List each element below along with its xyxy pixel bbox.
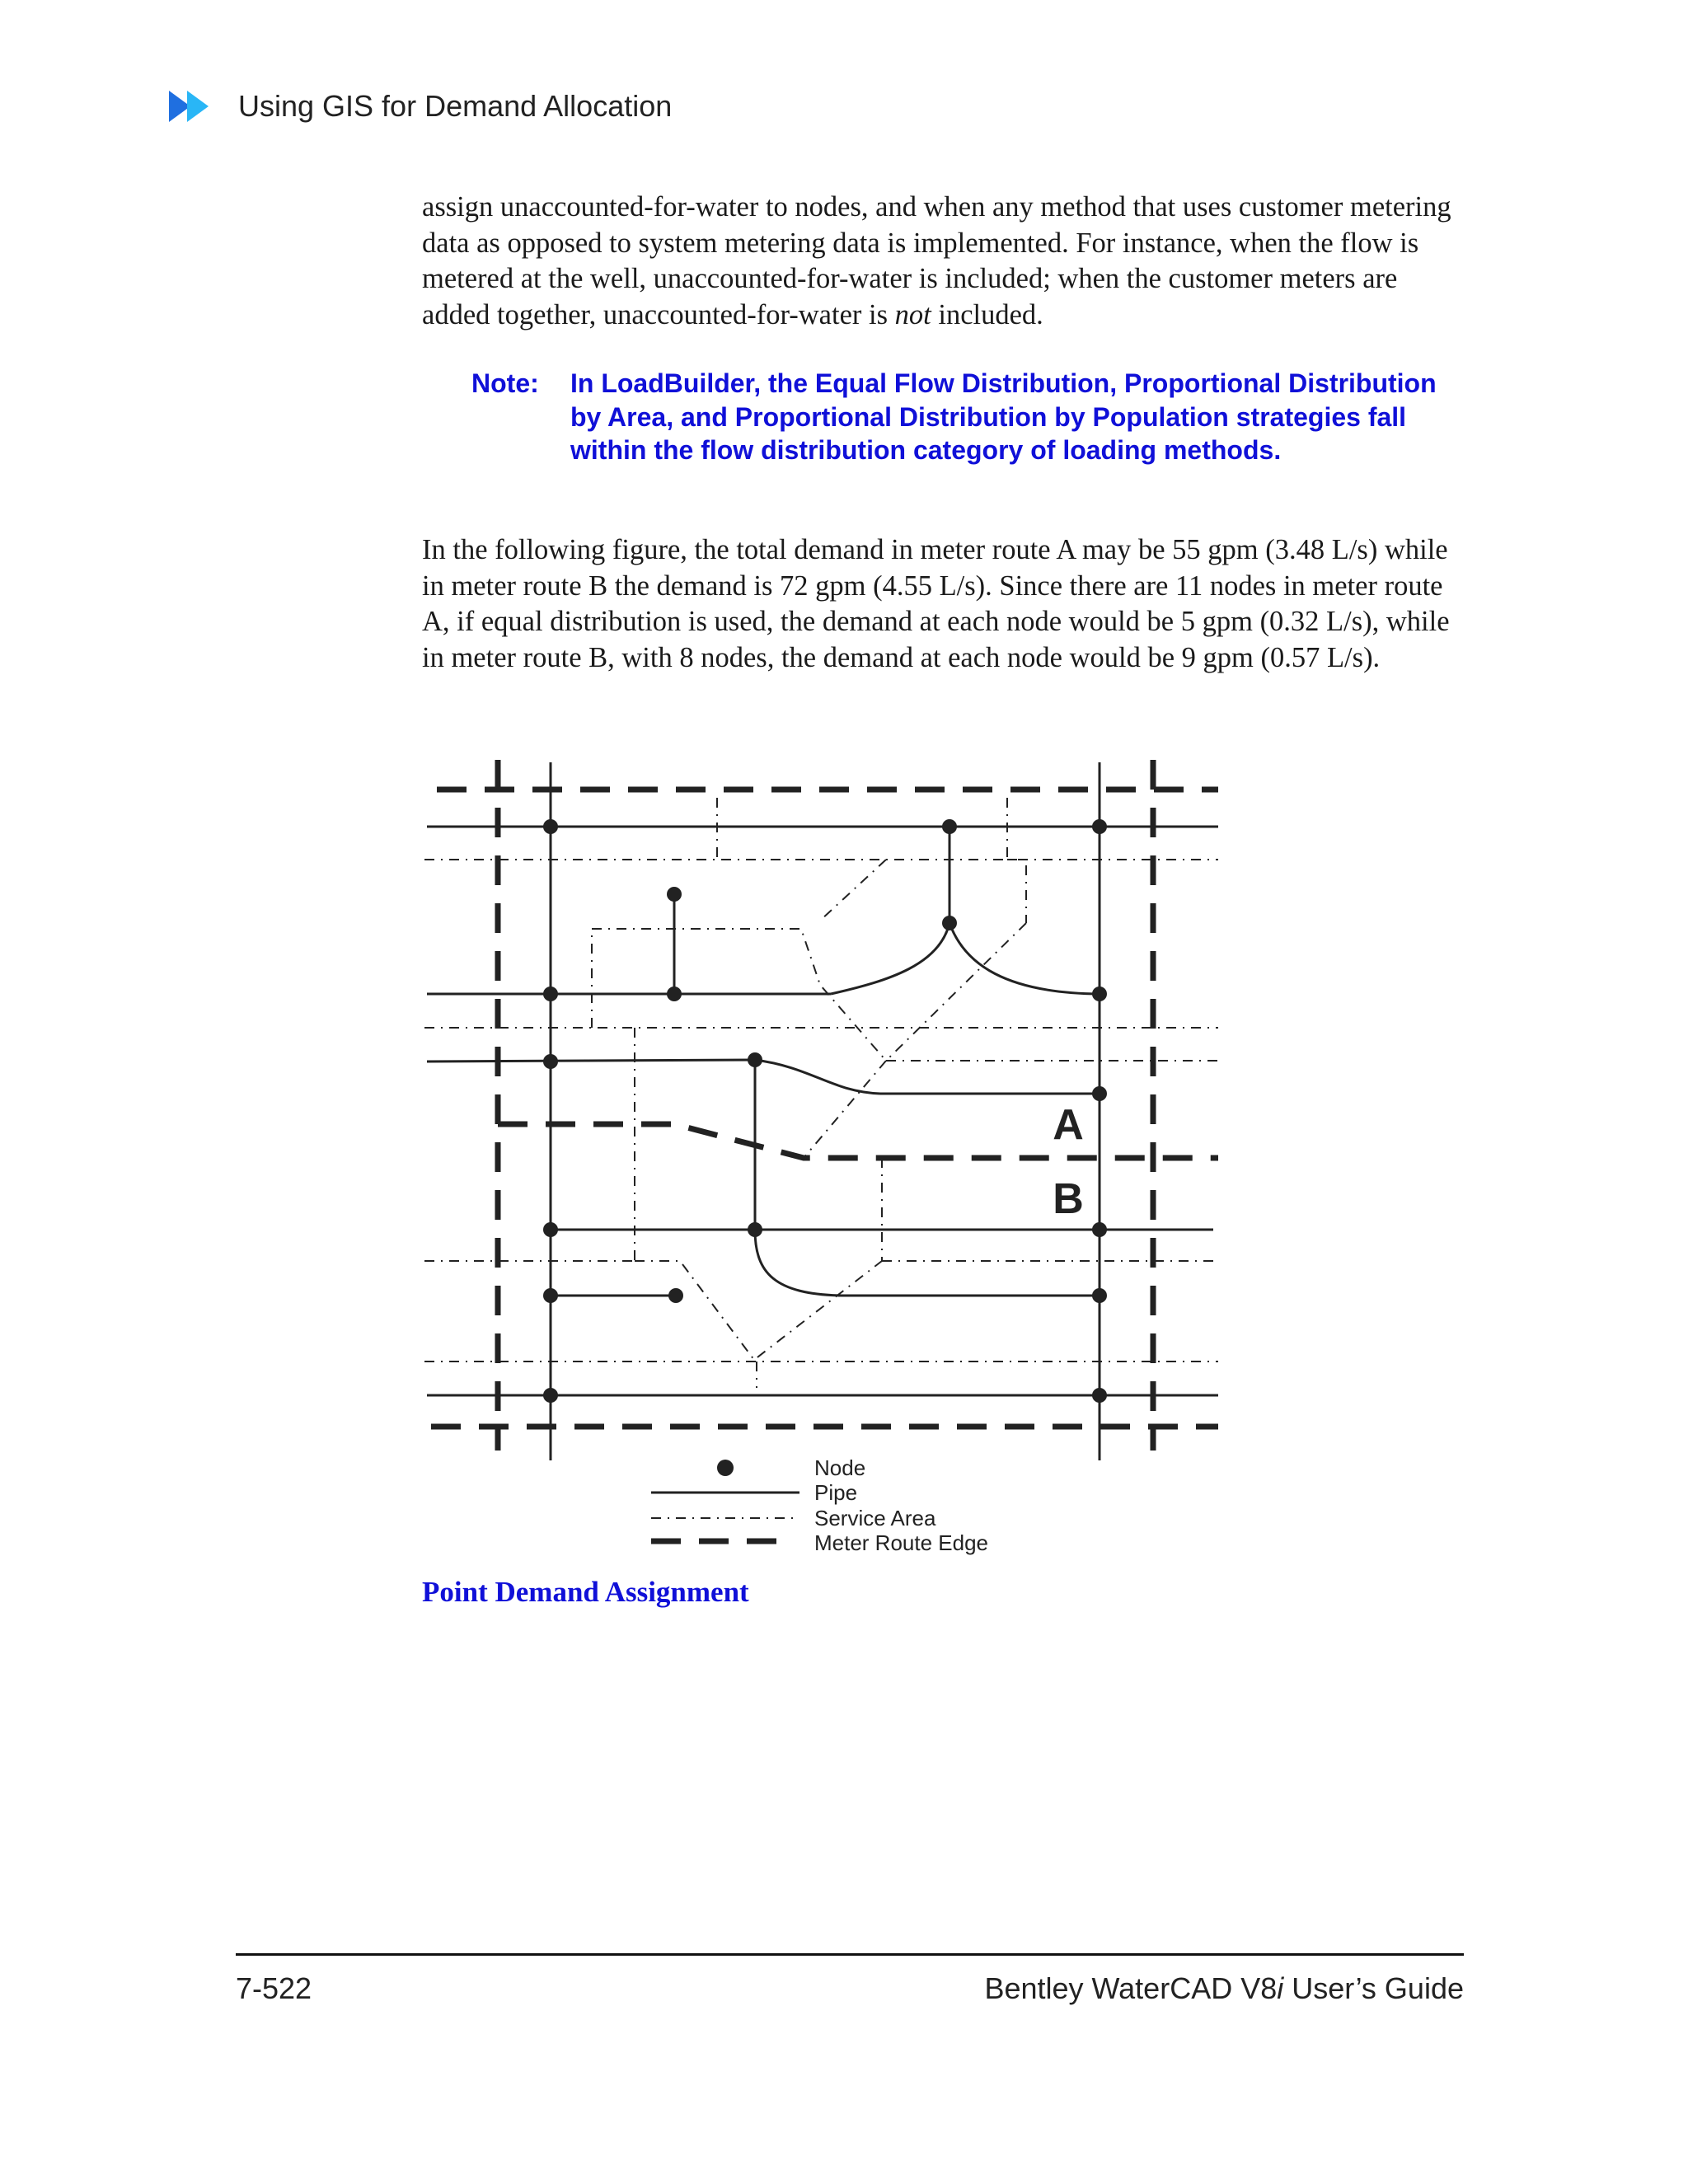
legend-service-area-label: Service Area xyxy=(814,1506,936,1530)
legend-pipe-label: Pipe xyxy=(814,1480,858,1505)
pipes xyxy=(427,762,1218,1460)
note-text: In LoadBuilder, the Equal Flow Distribution, Proportional Distribution by Area, and Proportional Distribution by Population strategies fall within the flow distribution category of loading methods. xyxy=(570,368,1437,465)
emphasis-not: not xyxy=(894,298,931,330)
footer-rule xyxy=(236,1953,1464,1956)
route-a-label: A xyxy=(1053,1101,1084,1149)
paragraph-unaccounted-water: assign unaccounted-for-water to nodes, and when any method that uses customer metering data as opposed to system metering data is implemented. For instance, when the flow is metered at the well, unaccounted-for-water is included; when the customer meters are added together, unaccounted-for-water is not included. xyxy=(422,191,1451,330)
figure-caption: Point Demand Assignment xyxy=(422,1576,749,1608)
route-b-label: B xyxy=(1053,1175,1084,1223)
legend-node-label: Node xyxy=(814,1455,866,1480)
figure-legend xyxy=(651,1455,988,1555)
page-number: 7-522 xyxy=(236,1971,312,2005)
paragraph-meter-routes: In the following figure, the total demand in meter route A may be 55 gpm (3.48 L/s) while in meter route B the demand is 72 gpm (4.55 L/s). Since there are 11 nodes in meter route A, if equal distribution is used, the demand at each node would be 5 gpm (0.32 L/s), while in meter route B, with 8 nodes, the demand at each node would be 9 gpm (0.57 L/s). xyxy=(422,534,1450,673)
guide-title: Bentley WaterCAD V8i User’s Guide xyxy=(984,1971,1464,2005)
nodes xyxy=(543,819,1107,1403)
legend-meter-route-edge-label: Meter Route Edge xyxy=(814,1530,989,1555)
header-title: Using GIS for Demand Allocation xyxy=(238,89,673,123)
note-label: Note: xyxy=(471,368,539,398)
